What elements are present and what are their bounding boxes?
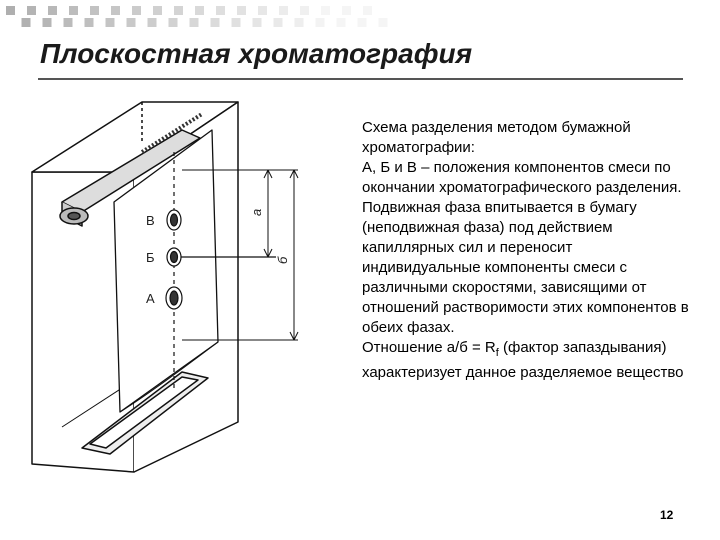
decorative-square <box>169 18 178 27</box>
rf-subscript: f <box>495 347 499 359</box>
decorative-square <box>127 18 136 27</box>
decorative-square <box>22 18 31 27</box>
decorative-square <box>279 6 288 15</box>
decorative-square <box>43 18 52 27</box>
decorative-square <box>48 6 57 15</box>
page-number: 12 <box>660 508 674 522</box>
title-underline <box>38 78 683 80</box>
decorative-square <box>211 18 220 27</box>
slide-title: Плоскостная хроматография <box>40 38 473 69</box>
decorative-square <box>64 18 73 27</box>
decorative-square <box>342 6 351 15</box>
spot-label-a: А <box>146 291 155 306</box>
decorative-square <box>148 18 157 27</box>
decorative-square <box>190 18 199 27</box>
decorative-square <box>295 18 304 27</box>
decorative-square <box>300 6 309 15</box>
decorative-square <box>358 18 367 27</box>
decorative-square <box>363 6 372 15</box>
decorative-square <box>379 18 388 27</box>
decorative-square <box>337 18 346 27</box>
rf-suffix: (фактор запаздывания) характеризует данное разделяемое вещество <box>362 339 684 381</box>
paper-chromatography-diagram <box>22 92 352 482</box>
decorative-square <box>258 6 267 15</box>
decorative-square <box>90 6 99 15</box>
decorative-square <box>111 6 120 15</box>
decorative-square <box>321 6 330 15</box>
description-line: А, Б и В – положения компонентов смеси по окончании хроматографического разделения. Подвижная фаза впитывается в бумагу (неподвижная фаза) под действием капиллярных сил и переносит индивидуальные компоненты смеси с различными скоростями, зависящими от отношений растворимости этих компонентов в обеих фазах. <box>362 159 689 336</box>
decorative-square <box>132 6 141 15</box>
decorative-square <box>69 6 78 15</box>
decorative-square <box>274 18 283 27</box>
description-text <box>362 118 692 383</box>
rf-definition <box>362 338 692 383</box>
decorative-square <box>85 18 94 27</box>
spot-label-b: Б <box>146 250 155 265</box>
decorative-square <box>153 6 162 15</box>
decorative-square <box>174 6 183 15</box>
decorative-square <box>195 6 204 15</box>
decorative-squares <box>0 0 720 34</box>
decorative-square <box>106 18 115 27</box>
description-line: Схема разделения методом бумажной хроматографии: <box>362 119 631 156</box>
spot-label-v: В <box>146 213 155 228</box>
dimension-a-label: а <box>249 208 264 216</box>
decorative-square <box>316 18 325 27</box>
decorative-square <box>253 18 262 27</box>
dimension-b-label: б <box>275 256 290 264</box>
rf-prefix: Отношение а/б = R <box>362 339 496 356</box>
decorative-square <box>6 6 15 15</box>
decorative-square <box>216 6 225 15</box>
decorative-square <box>237 6 246 15</box>
decorative-square <box>232 18 241 27</box>
decorative-square <box>27 6 36 15</box>
